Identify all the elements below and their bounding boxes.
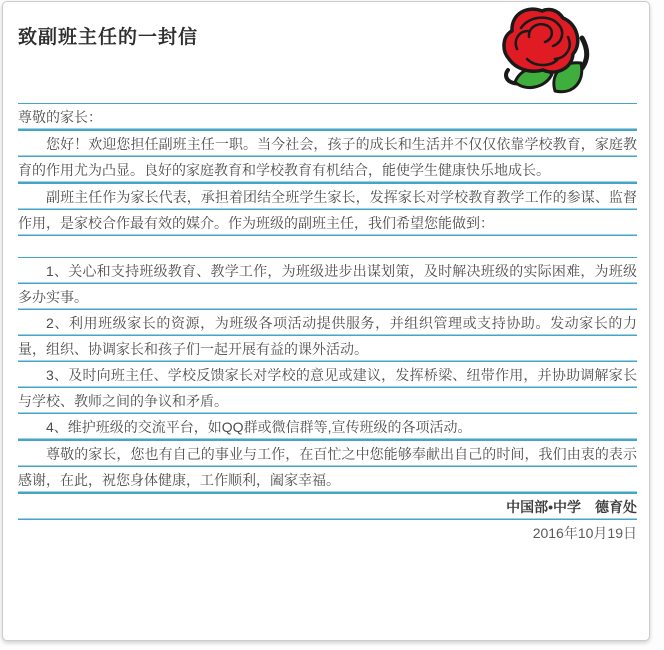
date-line: 2016年10月19日: [532, 525, 637, 541]
salutation-line: 尊敬的家长：: [18, 103, 637, 130]
role-paragraph: 副班主任作为家长代表，承担着团结全班学生家长，发挥家长对学校教育教学工作的参谋、监督作用，是家校合作最有效的媒介。作为班级的副班主任，我们希望您能做到：: [18, 183, 637, 236]
page-title: 致副班主任的一封信: [18, 27, 199, 48]
rose-icon: [495, 4, 591, 100]
closing-paragraph: 尊敬的家长，您也有自己的事业与工作，在百忙之中您能够奉献出自己的时间，我们由衷的表示感谢，在此，祝您身体健康，工作顺利，阖家幸福。: [18, 440, 637, 493]
duty-item-2: 2、利用班级家长的资源，为班级各项活动提供服务，并组织管理或支持协助。发动家长的力量，组织、协调家长和孩子们一起开展有益的课外活动。: [18, 315, 637, 357]
duty-item-3: 3、及时向班主任、学校反馈家长对学校的意见或建议，发挥桥梁、纽带作用，并协助调解家长与学校、教师之间的争议和矛盾。: [18, 367, 637, 409]
intro-paragraph: 您好！欢迎您担任副班主任一职。当今社会，孩子的成长和生活并不仅仅依靠学校教育，家庭教育的作用尤为凸显。良好的家庭教育和学校教育有机结合，能使学生健康快乐地成长。: [18, 130, 637, 183]
signature-line: 中国部•中学 德育处: [18, 493, 637, 520]
letter-page: [2, 1, 650, 641]
letter-body: [3, 103, 649, 546]
duty-item-4: 4、维护班级的交流平台，如QQ群或微信群等,宣传班级的各项活动。: [46, 419, 472, 435]
duties-list: [18, 257, 637, 440]
page-header: [3, 2, 649, 103]
duty-item-1: 1、关心和支持班级教育、教学工作，为班级进步出谋划策，及时解决班级的实际困难，为班级多办实事。: [18, 263, 637, 305]
